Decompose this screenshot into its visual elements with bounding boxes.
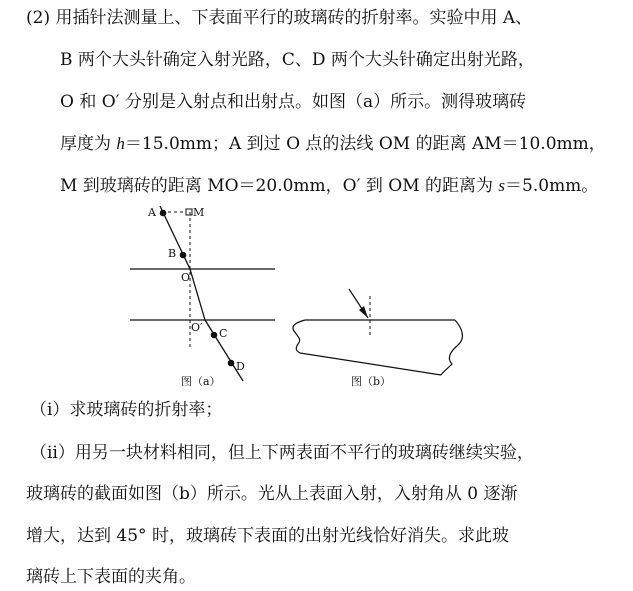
pin-c [211,332,217,338]
label-d: D [236,360,245,373]
label-o: O [181,271,191,284]
variable-s: s [498,176,506,195]
part2-line-4: 厚度为 h＝15.0mm；A 到过 O 点的法线 OM 的距离 AM＝10.0mm， [60,134,606,154]
pin-b [180,252,186,258]
arrow-head-icon [359,306,368,318]
caption-figure-b: 图（b） [351,375,392,388]
part2-line-1: (2) 用插针法测量上、下表面平行的玻璃砖的折射率。实验中用 A、 [26,8,533,28]
sub-question-ii-line-4: 璃砖上下表面的夹角。 [26,567,196,587]
glass-b-bottom-surface [300,353,441,375]
caption-figure-a: 图（a） [181,375,221,388]
glass-b-right-edge [441,320,462,375]
pin-d [228,360,234,366]
sub-question-ii-line-2: 玻璃砖的截面如图（b）所示。光从上表面入射，入射角从 0 逐渐 [26,484,518,504]
refracted-ray [190,269,205,320]
label-m: M [193,206,205,219]
sub-question-ii-line-3: 增大，达到 45° 时，玻璃砖下表面的出射光线恰好消失。求此玻 [26,526,509,546]
label-b: B [168,247,177,260]
label-c: C [219,327,228,340]
label-a: A [148,206,156,219]
part2-line-2: B 两个大头针确定入射光路，C、D 两个大头针确定出射光路， [60,50,535,70]
figure-a [130,206,275,381]
figure-b [293,289,462,375]
sub-question-i: （ⅰ）求玻璃砖的折射率； [30,400,223,420]
variable-h: h [116,134,125,153]
m-marker [186,209,192,215]
pin-a [160,210,166,216]
part2-line-5: M 到玻璃砖的距离 MO＝20.0mm，O′ 到 OM 的距离为 s＝5.0mm。 [60,176,599,196]
part2-line-3: O 和 O′ 分别是入射点和出射点。如图（a）所示。测得玻璃砖 [60,92,527,112]
sub-question-ii-line-1: （ⅱ）用另一块材料相同，但上下两表面不平行的玻璃砖继续实验， [30,443,534,463]
glass-b-left-edge [293,320,305,353]
label-o-prime: O′ [191,321,203,334]
